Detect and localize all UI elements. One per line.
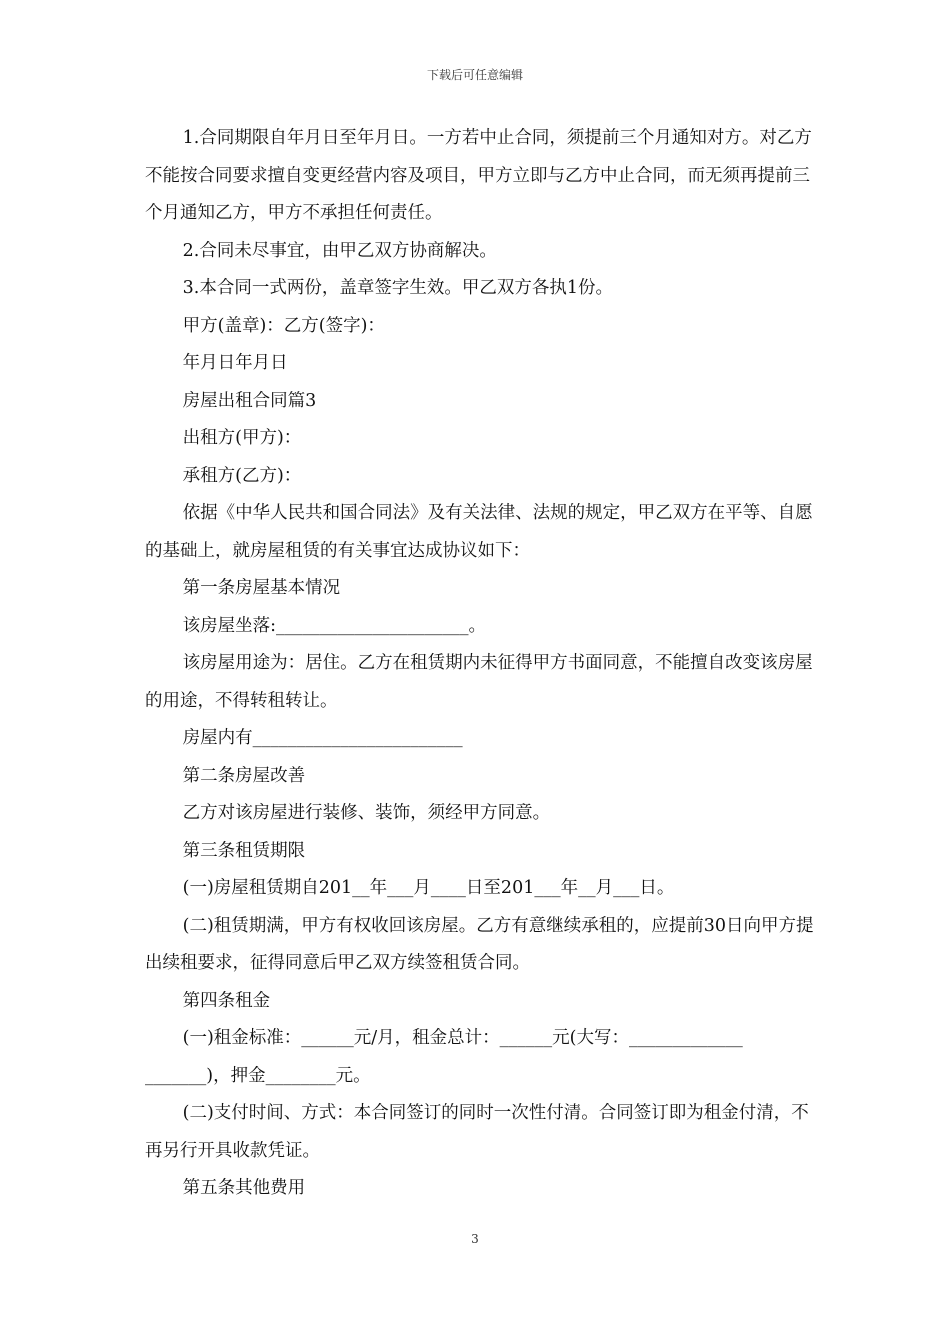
clause-copies: 3.本合同一式两份，盖章签字生效。甲乙双方各执1份。 — [182, 278, 613, 298]
signature-line: 甲方(盖章)：乙方(签字)： — [182, 315, 385, 336]
clause-unsettled-matters: 2.合同未尽事宜，由甲乙双方协商解决。 — [182, 240, 497, 261]
document-body — [145, 120, 815, 1208]
article-5-heading: 第五条其他费用 — [182, 1178, 306, 1198]
date-line: 年月日年月日 — [182, 353, 288, 373]
section-title: 房屋出租合同篇3 — [182, 390, 317, 411]
lease-period: (一)房屋租赁期自201__年___月____日至201___年__月___日。 — [182, 878, 675, 898]
page-number: 3 — [471, 1232, 479, 1246]
lessee-line: 承租方(乙方)： — [182, 465, 302, 486]
article-2-heading: 第二条房屋改善 — [182, 765, 306, 786]
article-4-heading: 第四条租金 — [182, 990, 271, 1011]
page-header: 下载后可任意编辑 — [426, 68, 523, 82]
rent-standard: (一)租金标准：______元/月，租金总计：______元(大写：_____________ _______)，押金________元。 — [145, 1028, 743, 1086]
renovation-clause: 乙方对该房屋进行装修、装饰，须经甲方同意。 — [182, 803, 551, 823]
house-contents: 房屋内有________________________ — [182, 728, 463, 748]
lessor-line: 出租方(甲方)： — [182, 428, 302, 448]
article-3-heading: 第三条租赁期限 — [182, 840, 306, 861]
payment-method: (二)支付时间、方式：本合同签订的同时一次性付清。合同签订即为租金付清，不再另行开具收款凭证。 — [145, 1103, 809, 1161]
house-location: 该房屋坐落:______________________。 — [182, 615, 487, 636]
preamble: 依据《中华人民共和国合同法》及有关法律、法规的规定，甲乙双方在平等、自愿的基础上，就房屋租赁的有关事宜达成协议如下： — [145, 503, 813, 561]
house-usage: 该房屋用途为：居住。乙方在租赁期内未征得甲方书面同意，不能擅自改变该房屋的用途，不得转租转让。 — [145, 653, 813, 711]
article-1-heading: 第一条房屋基本情况 — [182, 578, 341, 598]
clause-term: 1.合同期限自年月日至年月日。一方若中止合同，须提前三个月通知对方。对乙方不能按合同要求擅自变更经营内容及项目，甲方立即与乙方中止合同，而无须再提前三个月通知乙方，甲方不承担任何责任。 — [145, 128, 812, 223]
lease-renewal: (二)租赁期满，甲方有权收回该房屋。乙方有意继续承租的，应提前30日向甲方提出续租要求，征得同意后甲乙双方续签租赁合同。 — [145, 915, 814, 973]
